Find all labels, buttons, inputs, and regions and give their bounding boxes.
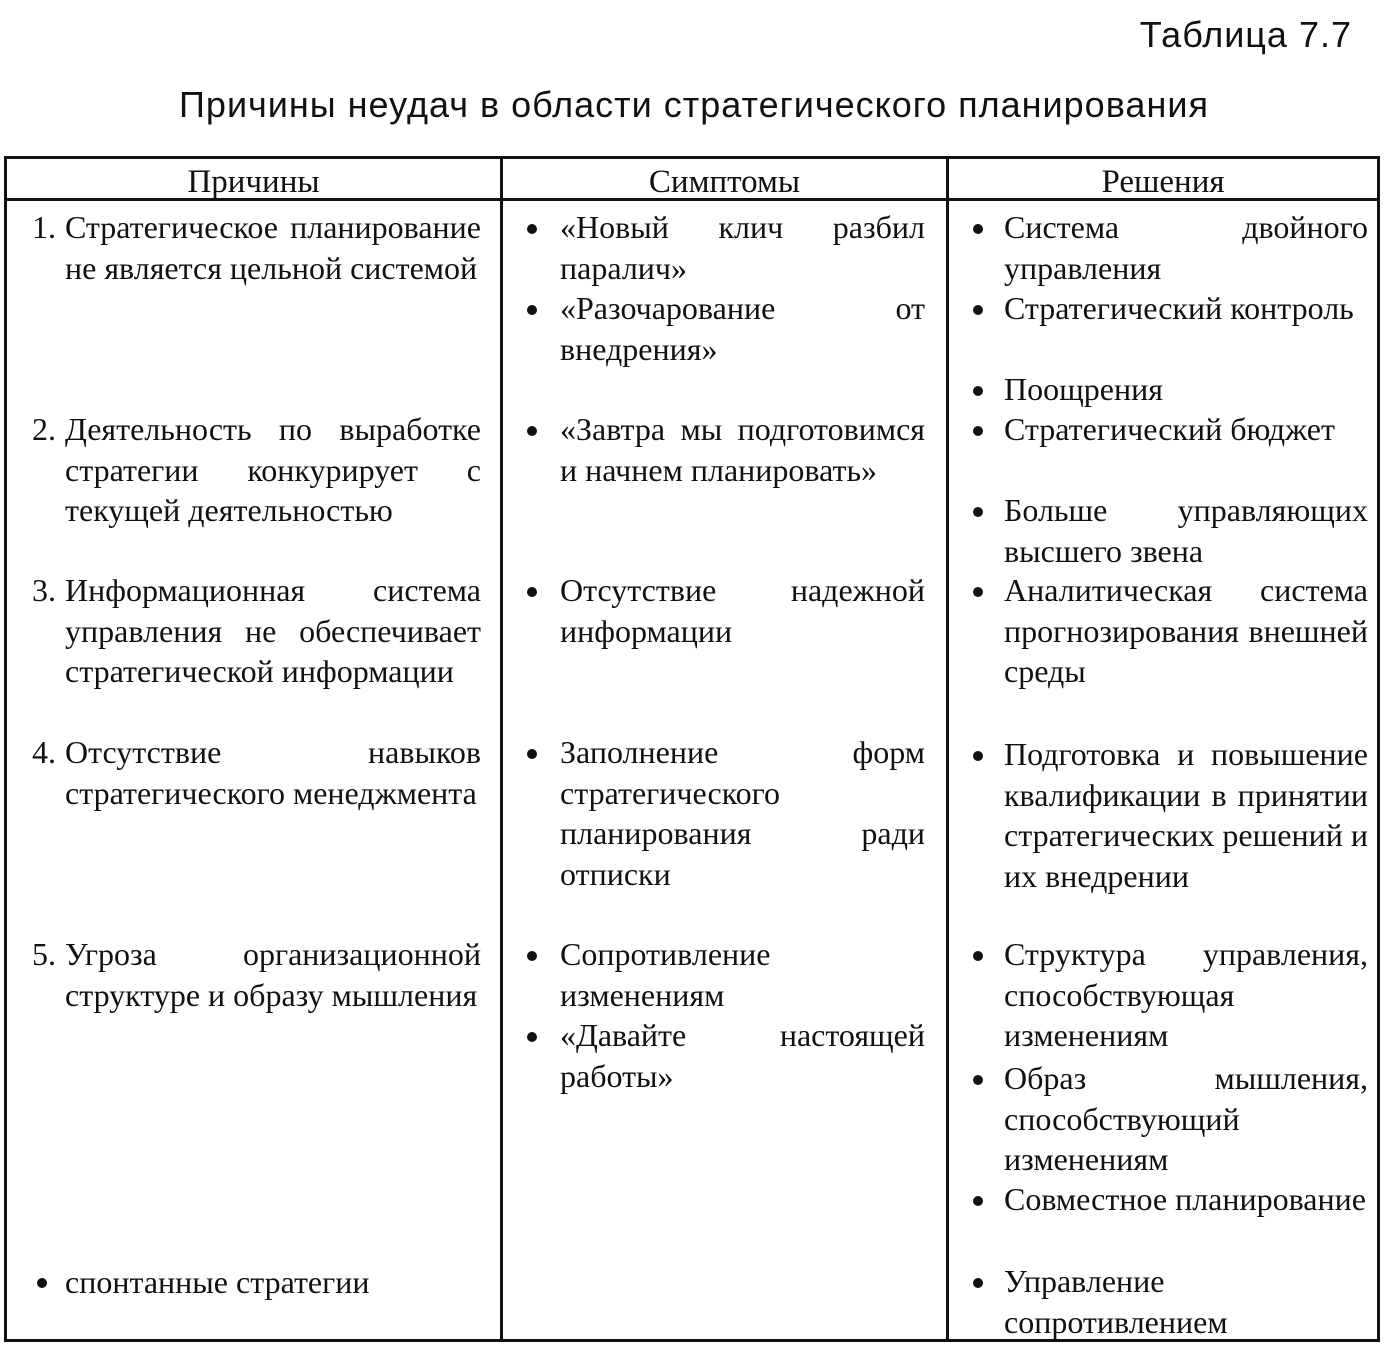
symptom-item: Заполнение форм стратегического планирования ради отписки xyxy=(560,734,925,892)
cause-text: Угроза организационной структуре и образу мышления xyxy=(65,936,481,1013)
cause-text: Стратегическое планирование не является цельной системой xyxy=(65,209,481,286)
bullet-icon xyxy=(973,386,983,396)
column-divider xyxy=(946,159,949,1339)
causes-table xyxy=(4,156,1380,1342)
bullet-icon xyxy=(973,305,983,315)
solution-item: Совместное планирование xyxy=(1004,1181,1366,1217)
bullet-icon xyxy=(973,1196,983,1206)
bullet-icon xyxy=(973,1278,983,1288)
table-title: Причины неудач в области стратегического планирования xyxy=(179,84,1209,125)
cause-number: 3. xyxy=(32,572,56,608)
cause-number: 4. xyxy=(32,734,56,770)
table-number: Таблица 7.7 xyxy=(1139,14,1352,55)
symptom-item: Сопротивление изменениям xyxy=(560,936,771,1013)
symptom-item: «Давайте настоящей работы» xyxy=(560,1017,925,1094)
bullet-icon xyxy=(37,1278,47,1288)
solution-item: Стратегический бюджет xyxy=(1004,411,1335,447)
solution-item: Структура управления, способствующая изменениям xyxy=(1004,936,1368,1053)
header-solutions: Решения xyxy=(1101,164,1225,200)
cause-text: Отсутствие навыков стратегического менеджмента xyxy=(65,734,481,811)
bullet-icon xyxy=(973,951,983,961)
cause-number: 5. xyxy=(32,936,56,972)
solution-item: Стратегический контроль xyxy=(1004,290,1354,326)
bullet-icon xyxy=(973,751,983,761)
solution-item: Больше управляющих высшего звена xyxy=(1004,492,1368,569)
bullet-icon xyxy=(973,587,983,597)
bullet-icon xyxy=(527,305,537,315)
bullet-icon xyxy=(973,224,983,234)
solution-item: Управление сопротивлением xyxy=(1004,1263,1228,1340)
table-header-row xyxy=(7,159,1377,201)
cause-text: Информационная система управления не обеспечивает стратегической информации xyxy=(65,572,481,689)
solution-item: Система двойного управления xyxy=(1004,209,1368,286)
cause-number: 2. xyxy=(32,411,56,447)
symptom-item: «Завтра мы подготовимся и начнем планировать» xyxy=(560,411,925,488)
header-causes: Причины xyxy=(187,164,320,200)
header-symptoms: Симптомы xyxy=(648,164,801,200)
solution-item: Поощрения xyxy=(1004,371,1163,407)
bullet-icon xyxy=(527,426,537,436)
bullet-icon xyxy=(973,1075,983,1085)
cause-text: Деятельность по выработке стратегии конкурирует с текущей деятельностью xyxy=(65,411,481,528)
bullet-icon xyxy=(973,507,983,517)
cause-number: 1. xyxy=(32,209,56,245)
column-divider xyxy=(500,159,503,1339)
symptom-item: «Новый клич разбил паралич» xyxy=(560,209,925,286)
symptom-item: «Разочарование от внедрения» xyxy=(560,290,925,367)
solution-item: Подготовка и повышение квалификации в принятии стратегических решений и их внедрении xyxy=(1004,736,1368,894)
bullet-icon xyxy=(527,951,537,961)
bullet-icon xyxy=(527,749,537,759)
bullet-icon xyxy=(527,587,537,597)
bullet-icon xyxy=(973,426,983,436)
bullet-icon xyxy=(527,1032,537,1042)
symptom-item: Отсутствие надежной информации xyxy=(560,572,925,649)
solution-item: Аналитическая система прогнозирования внешней среды xyxy=(1004,572,1368,689)
cause-text: спонтанные стратегии xyxy=(65,1264,370,1300)
bullet-icon xyxy=(527,224,537,234)
solution-item: Образ мышления, способствующий изменениям xyxy=(1004,1060,1368,1177)
